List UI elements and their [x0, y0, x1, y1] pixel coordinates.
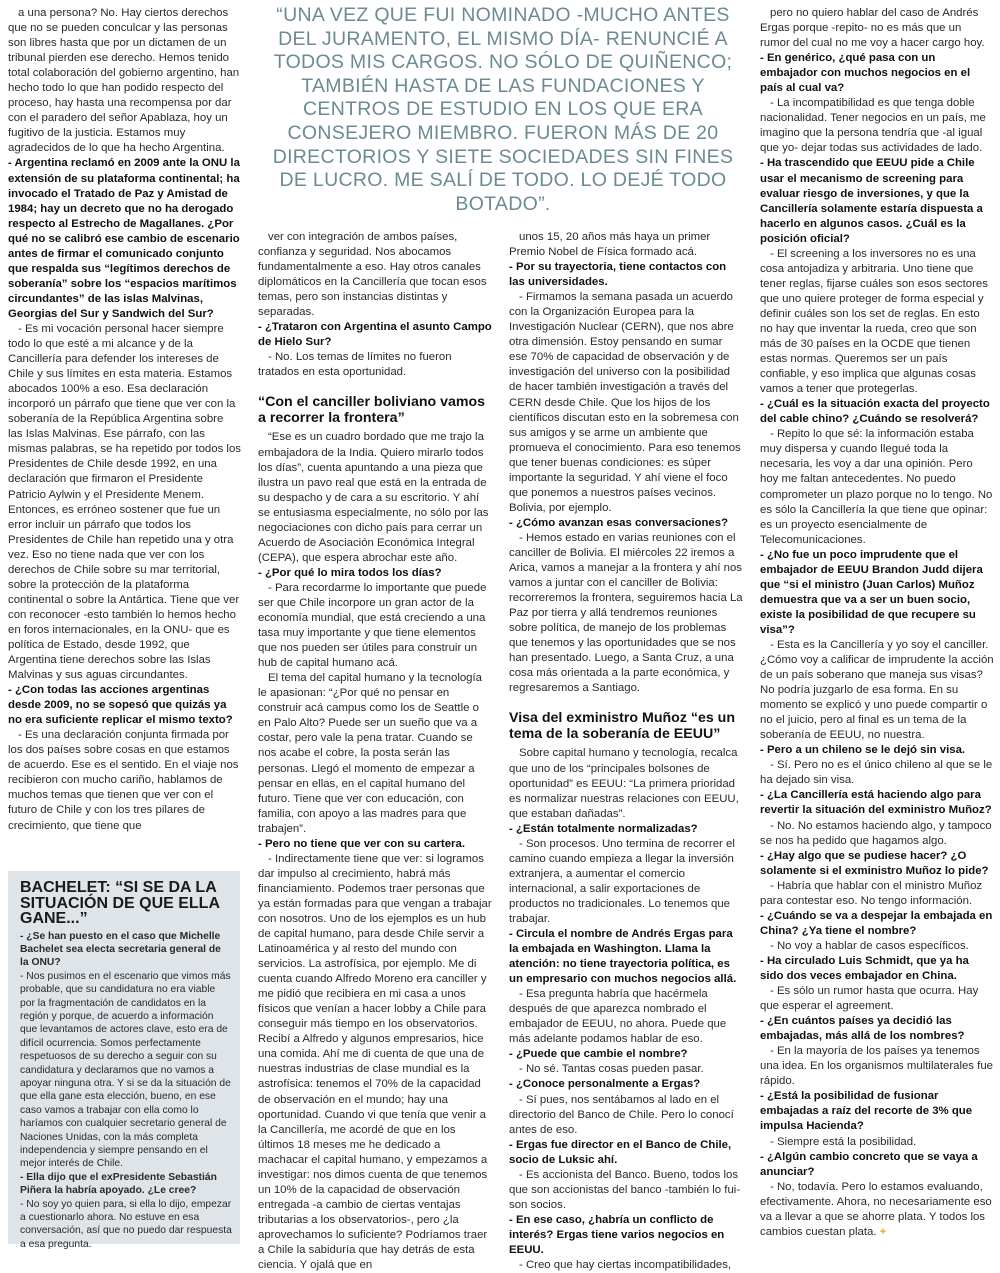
- section-heading: “Con el canciller boliviano vamos a recorrer la frontera”: [258, 394, 486, 427]
- interview-question: - Ella dijo que el exPresidente Sebastián Piñera la habría apoyado. ¿Le cree?: [20, 1171, 217, 1197]
- paragraph: El tema del capital humano y la tecnología le apasionan: “¿Por qué no pensar en construir acá campus como los de Seattle o en Palo Alto? Puede ser un sueño que va a costar, pero vale la pena tratar. Cuando se nos acabe el cobre, la posta serán las personas. Llegó el momento de empezar a pensar en ellas, en el capital humano del futuro. Tiene que ver con educación, con familia, con apoyo a las madres para que trabajen”.: [258, 672, 483, 835]
- interview-question: - Argentina reclamó en 2009 ante la ONU la extensión de su plataforma continental; ha invocado el Tratado de Paz y Amistad de 1984; hay un decreto que no ha derogado respecto al Estrecho de Magallanes. ¿Por qué no se calibró ese cambio de escenario antes de firmar el comunicado conjunto que respalda sus “legítimos derechos de soberanía” sobre los “espacios marítimos circundantes” de las islas Malvinas, Georgias del Sur y Sandwich del Sur?: [8, 157, 240, 320]
- interview-question: - ¿Puede que cambie el nombre?: [509, 1048, 688, 1061]
- interview-question: - ¿Con todas las acciones argentinas desde 2009, no se sopesó que quizás ya no era suficiente replicar el mismo texto?: [8, 684, 233, 727]
- column-4: [760, 6, 994, 1240]
- paragraph: - El screening a los inversores no es una cosa antojadiza y arbitraria. Uno tiene que tener reglas, fijarse cuáles son esos sectores que uno quiere proteger de forma especial y definir cuáles son los set de reglas. En esto no hay que inventar la rueda, creo que son más de 30 países en la OCDE que tienen estas normas. Queremos ser un país confiable, y eso implica que algunas cosas vamos a tener que protegerlas.: [760, 247, 988, 396]
- interview-question: - ¿Están totalmente normalizadas?: [509, 822, 698, 835]
- interview-question: - Ergas fue director en el Banco de Chile, socio de Luksic ahí.: [509, 1138, 732, 1166]
- paragraph: - Hemos estado en varias reuniones con el canciller de Bolivia. El miércoles 22 iremos a Arica, vamos a manejar a la frontera y ahí nos vamos a juntar con el canciller de Bolivia: recorreremos la frontera, seguiremos hacia La Paz por tierra y allá tendremos reuniones sobre política, de manejo de los problemas que tenemos y las oportunidades que se nos han presentado. Luego, a Santa Cruz, a una cosa más orientada a la parte económica, y regresaremos a Santiago.: [509, 531, 743, 695]
- pull-quote: “UNA VEZ QUE FUI NOMINADO -MUCHO ANTES DEL JURAMENTO, EL MISMO DÍA- RENUNCIÉ A TODOS MIS CARGOS. NO SÓLO DE QUIÑENCO; TAMBIÉN HASTA DE LAS FUNDACIONES Y CENTROS DE ESTUDIO EN LOS QUE ERA CONSEJERO MIEMBRO. FUERON MÁS DE 20 DIRECTORIOS Y SIETE SOCIEDADES SIN FINES DE LUCRO. ME SALÍ DE TODO. LO DEJÉ TODO BOTADO”.: [272, 4, 734, 215]
- interview-question: - En genérico, ¿qué pasa con un embajador con muchos negocios en el país al cual va?: [760, 52, 971, 95]
- paragraph: - Es accionista del Banco. Bueno, todos los que son accionistas del banco -también lo fui- son socios.: [509, 1168, 741, 1211]
- paragraph: - Es una declaración conjunta firmada por los dos países sobre cosas en que estamos de acuerdo. Ese es el sentido. En el viaje nos recibieron con mucho cariño, hablamos de muchos temas que tienen que ver con el futuro de Chile y con los tres pilares de crecimiento, que tiene que: [8, 729, 239, 832]
- paragraph: - Para recordarme lo importante que puede ser que Chile incorpore un gran actor de la economía mundial, que está creciendo a una tasa muy importante y que tiene elementos que nos pueden ser útiles para construir un hub de capital humano acá.: [258, 581, 487, 670]
- interview-question: - En ese caso, ¿habría un conflicto de interés? Ergas tiene varios negocios en EEUU.: [509, 1213, 725, 1256]
- paragraph: - No sé. Tantas cosas pueden pasar.: [519, 1063, 704, 1076]
- interview-question: - ¿No fue un poco imprudente que el embajador de EEUU Brandon Judd dijera que “si el ministro (Juan Carlos) Muñoz demuestra que va a ser un buen socio, existe la posibilidad de que recupere su visa”?: [760, 548, 983, 636]
- paragraph: - Esta es la Cancillería y yo soy el canciller. ¿Cómo voy a calificar de imprudente la acción de un país soberano que maneja sus visas? No podría juzgarlo de esa forma. En su momento se explicó y uno puede compartir o no el juicio, pero al final es un tema de la soberanía de EEUU, no nuestra.: [760, 638, 994, 742]
- paragraph: “Ese es un cuadro bordado que me trajo la embajadora de la India. Quiero mirarlo todos los días”, cuenta apuntando a una pieza que ilustra un pavo real que está en la entrada de su despacho y de cara a su escritorio. Y ahí se entusiasma especialmente, no sólo por las negociaciones con dicho país para cerrar un Acuerdo de Asociación Económica Integral (CEPA), que espera abrochar este año.: [258, 431, 489, 564]
- paragraph: - Es sólo un rumor hasta que ocurra. Hay que esperar el agreement.: [760, 985, 979, 1013]
- sidebar-body: [16, 930, 232, 1252]
- interview-question: - Ha trascendido que EEUU pide a Chile usar el mecanismo de screening para evaluar riesgo de inversiones, y que la Cancillería solamente estaría dispuesta a hacerlo en algunos casos. ¿Cuál es la posición oficial?: [760, 157, 983, 245]
- paragraph: - En la mayoría de los países ya tenemos una idea. En los organismos multilaterales fue rápido.: [760, 1045, 994, 1088]
- paragraph: - Son procesos. Uno termina de recorrer el camino cuando empieza a llegar la inversión extranjera, a aumentar el comercio internacional, a salir exportaciones de productos no tradicionales. Lo tenemos que trabajar.: [509, 837, 735, 925]
- paragraph: - Siempre está la posibilidad.: [770, 1135, 917, 1148]
- interview-question: - Ha circulado Luis Schmidt, que ya ha sido dos veces embajador en China.: [760, 954, 969, 982]
- paragraph: - Esa pregunta habría que hacérmela después de que aparezca nombrado el embajador de EEUU, no ahora. Puede que más adelante podamos hablar de eso.: [509, 988, 727, 1046]
- sidebar-title: BACHELET: “SI SE DA LA SITUACIÓN DE QUE ELLA GANE...”: [20, 879, 220, 927]
- paragraph: unos 15, 20 años más haya un primer Premio Nobel de Física formado acá.: [509, 231, 711, 259]
- paragraph: - La incompatibilidad es que tenga doble nacionalidad. Tener negocios en un país, me imagino que la persona tendría que -al igual que yo- dejar todas sus actividades de lado.: [760, 97, 986, 155]
- interview-question: - ¿La Cancillería está haciendo algo para revertir la situación del exministro Muñoz?: [760, 789, 992, 817]
- section-heading: Visa del exministro Muñoz “es un tema de la soberanía de EEUU”: [509, 710, 736, 743]
- paragraph: - Habría que hablar con el ministro Muñoz para contestar eso. No tengo información.: [760, 879, 983, 907]
- paragraph: - Firmamos la semana pasada un acuerdo con la Organización Europea para la Investigación Nuclear (CERN), que nos abre otra dimensión. Estoy pensando en sumar ese 70% de capacidad de observación y de investigación del universo con la posibilidad de hacer también investigación a través del CERN desde Chile. Que los hijos de los científicos discutan esto en la sobremesa con sus amigos y se arme un ambiente que promueva el conocimiento. Para eso tenemos que tener buenas condiciones: es súper importante la seguridad. Y ahí viene el foco que ponemos a nuestros países vecinos. Bolivia, por ejemplo.: [509, 291, 741, 514]
- paragraph: ver con integración de ambos países, confianza y seguridad. Nos abocamos fundamentalmente a eso. Hay otros canales diplomáticos en la Cancillería que tocan esos temas, pero son instancias distintas y separadas.: [258, 231, 487, 319]
- end-mark-icon: +: [876, 1225, 887, 1238]
- interview-question: - ¿Algún cambio concreto que se vaya a anunciar?: [760, 1150, 978, 1178]
- paragraph: - No voy a hablar de casos específicos.: [770, 939, 969, 952]
- interview-question: - ¿Conoce personalmente a Ergas?: [509, 1078, 701, 1091]
- interview-question: - Pero no tiene que ver con su cartera.: [258, 837, 465, 850]
- interview-question: - ¿Hay algo que se pudiese hacer? ¿O solamente si el exministro Muñoz lo pide?: [760, 849, 989, 877]
- interview-question: - ¿En cuántos países ya decidió las embajadas, más allá de los nombres?: [760, 1015, 965, 1043]
- interview-question: - ¿Se han puesto en el caso que Michelle Bachelet sea electa secretaria general de la ONU?: [20, 930, 221, 969]
- column-2: [258, 230, 492, 1273]
- interview-question: - ¿Trataron con Argentina el asunto Campo de Hielo Sur?: [258, 321, 492, 349]
- paragraph: - Repito lo que sé: la información estaba muy dispersa y cuando llegué toda la necesaria, les voy a dar una opinión. Pero hoy me faltan antecedentes. No puedo comprometer un plazo porque no lo tengo. No es sólo la Cancillería la que tiene que opinar: es un proyecto esencialmente de Telecomunicaciones.: [760, 428, 993, 546]
- interview-question: - Pero a un chileno se le dejó sin visa.: [760, 744, 966, 757]
- paragraph: a una persona? No. Hay ciertos derechos que no se pueden conculcar y las personas son libres hasta que por un dictamen de un tribunal pierden ese derecho. Hemos tenido total colaboración del gobierno argentino, han hecho todo lo que han podido respecto del proceso, hay hasta una recompensa por dar con el paradero del señor Apablaza, hoy un fugitivo de la justicia. Estamos muy agradecidos de lo que ha hecho Argentina.: [8, 7, 240, 155]
- bachelet-sidebar-box: [8, 871, 240, 1250]
- interview-question: - ¿Cuándo se va a despejar la embajada en China? ¿Ya tiene el nombre?: [760, 909, 993, 937]
- column-3: [509, 230, 743, 1273]
- paragraph: - No, todavía. Pero lo estamos evaluando, efectivamente. Ahora, no necesariamente eso va a llevar a que se ahorre plata. Y todos los cambios cuestan plata. +: [760, 1180, 992, 1238]
- paragraph: - No soy yo quien para, si ella lo dijo, empezar a cuestionarlo ahora. No estuve en esa conversación, así que no puedo dar respuesta a esa pregunta.: [20, 1198, 232, 1250]
- paragraph: - Indirectamente tiene que ver: si logramos dar impulso al crecimiento, habrá más financiamiento. Podemos traer personas que ya están formadas para que vengan a trabajar con nosotros. Uno de los ejemplos es un hub de capital humano, para desde Chile servir a Latinoamérica y al resto del mundo con servicios. La astrofísica, por ejemplo. Me di cuenta cuando Alfredo Moreno era canciller y me pidió que recibiera en mi casa a unos físicos que venían a hacer lobby a Chile para conseguir más tiempo en los observatorios. Recibí a Alfredo y algunos empresarios, hice una comida. Ahí me di cuenta de que una de nuestras industrias de clase mundial es la astrofísica: tenemos el 70% de la capacidad de observación en el mundo; hay una oportunidad. Cuando vi que tenía que venir a la Cancillería, me acordé de que en los últimos 18 meses me he dedicado a machacar el capital humano, y empezamos a investigar: nos dimos cuenta de que tenemos un 10% de la capacidad de observación entregada -a cambio de ciertas ventajas tributarias a los observatorios-, pero ¿la aprovechamos lo suficiente? Podríamos traer a Chile la sabiduría que hay detrás de esta ciencia. Y ojalá que en: [258, 852, 492, 1272]
- interview-question: - ¿Está la posibilidad de fusionar embajadas a raíz del recorte de 3% que impulsa Hacienda?: [760, 1090, 973, 1133]
- interview-question: - Por su trayectoria, tiene contactos con las universidades.: [509, 261, 727, 289]
- column-1: [8, 6, 241, 834]
- paragraph: - No. Los temas de límites no fueron tratados en esta oportunidad.: [258, 351, 452, 379]
- interview-question: - ¿Cómo avanzan esas conversaciones?: [509, 516, 729, 529]
- paragraph: - Sí. Pero no es el único chileno al que se le ha dejado sin visa.: [760, 759, 993, 787]
- paragraph: - Sí pues, nos sentábamos al lado en el directorio del Banco de Chile. Pero lo conocí antes de eso.: [509, 1093, 734, 1136]
- paragraph: - Es mi vocación personal hacer siempre todo lo que esté a mi alcance y de la Cancillería para defender los intereses de Chile y sus límites en esta materia. Estamos abocados 100% a eso. Esa declaración incorporó un párrafo que tiene que ver con la soberanía de la República Argentina sobre las Islas Malvinas. Ese párrafo, con las mismas palabras, se ha repetido por todos los Presidentes de Chile desde 1992, en una declaración que firmaron el Presidente Patricio Aylwin y el Presidente Menem. Entonces, es erróneo sostener que fue un error incluir un párrafo que todos los Presidentes de Chile han repetido una y otra vez. Eso no tiene nada que ver con los derechos de Chile sobre su mar territorial, sobre la protección de la plataforma continental o sobre la Antártica. Tiene que ver con reconocer -esto también lo hemos hecho en foros internacionales, en la ONU- que es política de Estado, desde 1992, que Argentina tiene derechos sobre las Islas Malvinas y sus aguas circundantes.: [8, 322, 241, 682]
- paragraph: pero no quiero hablar del caso de Andrés Ergas porque -repito- no es más que un rumor del cual no me voy a hacer cargo hoy.: [760, 7, 985, 50]
- paragraph: - Nos pusimos en el escenario que vimos más probable, que su candidatura no era viable por la fragmentación de candidatos en la región y porque, de acuerdo a información que levantamos de actores clave, esto era de difícil ocurrencia. Somos perfectamente respetuosos de su derecho a seguir con su candidatura y declaramos que no vamos a apoyar ninguna otra. Y si se da la situación de que ella gane esta elección, bueno, en ese caso vamos a trabajar con ella como lo haríamos con cualquier secretario general de Naciones Unidas, con la más completa independencia y siempre pensando en el mejor interés de Chile.: [20, 970, 231, 1170]
- interview-question: - Circula el nombre de Andrés Ergas para la embajada en Washington. Llama la atención: no tiene trayectoria política, es un empresario con muchos negocios allá.: [509, 928, 737, 986]
- interview-question: - ¿Cuál es la situación exacta del proyecto del cable chino? ¿Cuándo se resolverá?: [760, 398, 990, 426]
- paragraph: Sobre capital humano y tecnología, recalca que uno de los “principales bolsones de oportunidad” es EEUU: “La primera prioridad es normalizar nuestras relaciones con EEUU, que estaban dañadas”.: [509, 747, 739, 820]
- interview-question: - ¿Por qué lo mira todos los días?: [258, 566, 442, 579]
- paragraph: - No. No estamos haciendo algo, y tampoco se nos ha pedido que hagamos algo.: [760, 819, 992, 847]
- paragraph: - Creo que hay ciertas incompatibilidades,: [519, 1259, 732, 1272]
